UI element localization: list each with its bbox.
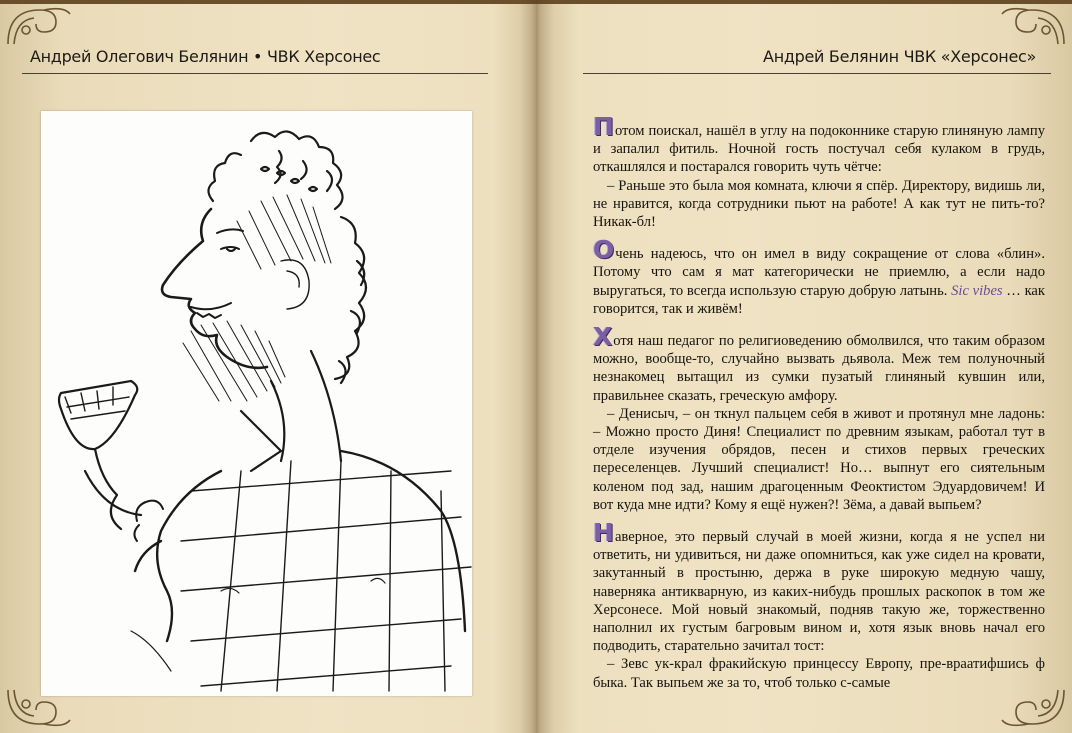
body-text (593, 112, 1046, 692)
latin-phrase: Sic vibes (951, 282, 1003, 299)
illustration-sketch (41, 111, 472, 696)
ornament-corner-icon (4, 4, 74, 48)
paragraph: Хотя наш педагог по религиоведению обмолвился, что таким образом можно, вообще-то, случайно вызвать дьявола. Меж тем полуночный незнакомец вытащил из сумки пузатый глиняный кувшин или, правильнее сказать, греческую амфору. – Денисыч, – он ткнул пальцем себя в живот и протянул мне ладонь: – Можно просто Диня! Специалист по древним языкам, работал тут в отделе изучения обрядов, песен и стихов первых греческих переселенцев. Лучший специалист! Но… выпнут его сиятельным коленом под зад, нашим драгоценным Феоктистом Эдуардовичем! И вот куда мне идти? Кому я ещё нужен?! Зёма, а давай выпьем? (593, 322, 1045, 513)
drop-cap: Х (593, 322, 613, 352)
right-running-header: Андрей Белянин ЧВК «Херсонес» (763, 47, 1036, 66)
drop-cap: О (593, 235, 615, 265)
ornament-corner-icon (998, 4, 1068, 48)
man-with-goblet-sketch-icon (41, 111, 472, 696)
paragraph: Очень надеюсь, что он имел в виду сокращение от слова «блин». Потому что сам я мат категорически не приемлю, а если надо выругаться, то всегда использую старую добрую латынь. Sic vibes … как говорится, так и живём! (593, 235, 1046, 317)
right-header-rule (583, 73, 1051, 74)
left-header-rule (22, 73, 488, 74)
right-page (537, 0, 1072, 733)
drop-cap: Н (593, 518, 614, 548)
drop-cap: П (593, 112, 614, 141)
left-running-header: Андрей Олегович Белянин • ЧВК Херсонес (30, 47, 381, 66)
paragraph: Наверное, это первый случай в моей жизни, когда я не успел ни ответить, ни удивиться, ни даже опомниться, как уже сидел на кровати, закутанный в простыню, держа в руке широкую медную чашу, наверняка антикварную, из каких-нибудь прошлых раскопок в том же Херсонесе. Мой новый знакомый, подняв такую же, торжественно наполнил их густым багровым вином и, хотя язык вновь начал его подводить, старательно зачитал тост: – Зевс ук-крал фракийскую принцессу Европу, пре-враатифшись ф быка. Так выпьем же за то, чтоб только с-самые (593, 518, 1045, 691)
paragraph: Потом поискал, нашёл в углу на подоконнике старую глиняную лампу и запалил фитиль. Ночной гость постучал себя кулаком в грудь, откашлялся и постарался говорить чуть чётче: – Раньше это была моя комната, ключи я спёр. Директору, видишь ли, не нравится, когда сотрудники пьют на работе! А как тут не пить-то? Никак-бл! (593, 112, 1045, 231)
left-page (0, 0, 535, 733)
ornament-corner-icon (998, 686, 1068, 730)
